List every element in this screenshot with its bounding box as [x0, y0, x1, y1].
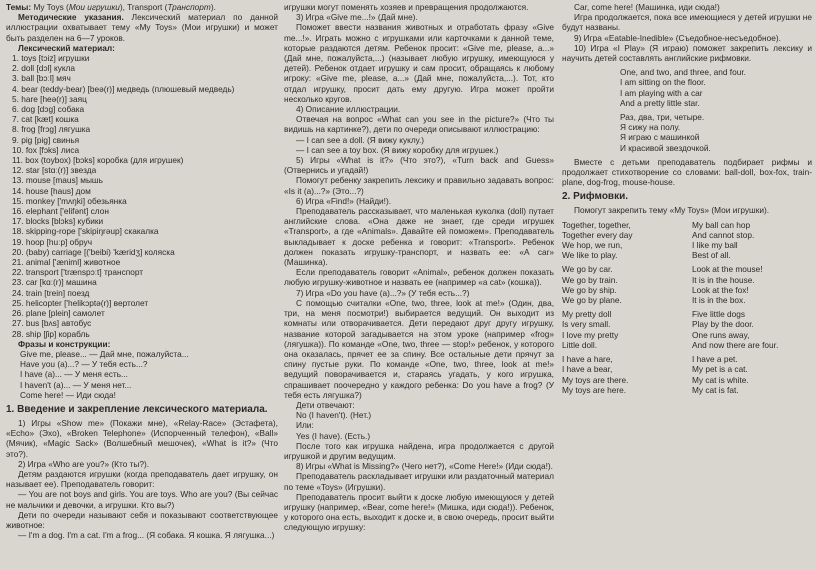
paragraph: Помогут закрепить тему «My Toys» (Мои игрушки). [574, 205, 770, 216]
paragraph: 2) Игра «Who are you?» (Кто ты?). [18, 458, 150, 469]
phrase-item: Have you (a)...? — У тебя есть...? [20, 359, 148, 370]
paragraph: 8) Игры «What is Missing?» (Чего нет?), «Come Here!» (Иди сюда!). [296, 461, 553, 472]
vocab-item: 13. mouse [maus] мышь [12, 175, 103, 186]
vocab-item: 12. star [stɑː(r)] звезда [12, 165, 97, 176]
paragraph: 10) Игра «I Play» (Я играю) поможет закрепить лексику и научить детей составлять английские рифмовки. [562, 42, 812, 64]
paragraph: Преподаватель рассказывает, что маленькая куколка (doll) путает английские слова. «Она даже не знает, где среди игрушек «Transport», а где «Animals». Давайте ей поможем». Преподаватель выкладывает к доске ребенка и говорит: «Transport». Ребенок должен показать игрушку-транспорт, и назвать ее: «A car» (Машинка). [284, 206, 554, 268]
vocab-item: 10. fox [fɔks] лиса [12, 144, 80, 155]
rhyme-line: I like my ball [692, 240, 738, 251]
vocab-item: 19. hoop [huːp] обруч [12, 236, 93, 247]
vocab-item: 20. (baby) carriage [('beibi) 'kæridʒ] коляска [12, 246, 175, 257]
paragraph: 7) Игра «Do you have (a)...?» (У тебя есть...?) [296, 287, 470, 298]
paragraph: Если преподаватель говорит «Animal», ребенок должен показать любую игрушку-животное и назвать ее (например «a cat» (кошка)). [284, 267, 554, 288]
rhyme-line: We go by car. [562, 264, 613, 275]
rhyme-line: My cat is fat. [692, 384, 739, 395]
vocab-list [6, 53, 278, 339]
rhyme-line: I have a bear, [562, 364, 613, 375]
vocab-item: 4. bear (teddy-bear) [beə(r)] медведь (плюшевый медведь) [12, 83, 235, 94]
rhyme-line: Together every day [562, 229, 633, 240]
rhyme-line: Together, together, [562, 219, 631, 230]
paragraph: С помощью считалки «One, two, three, look at me!» (Один, два, три, на меня посмотри!) выбирается ведущий. Он выходит из комнаты или отворачивается. Дети передают друг другу игрушку, название которой загадывается на этом уроке (например «frog» (лягушка)). По команде «One, two, three — stop!» ребенок, у которого она оказалась, прячет ее за спину. Все остальные дети прячут за спину пустые руки. По команде «One, two, three, look at me!» ведущий поворачивается и, стараясь угадать, у кого игрушка, спрашивает поочередно у каждого ребенка: Do you have a frog? (У тебя есть лягушка?) [284, 297, 554, 400]
paragraph: Помогут ребенку закрепить лексику и правильно задавать вопрос: «Is it (a)...?» (Это...?) [284, 175, 554, 196]
paragraph: Поможет ввести названия животных и отработать фразу «Give me...!». Играть можно с игрушками или карточками к данной теме, которые раздаются детям. Ребенок просит: «Give me, please, a...» (Дай мне, пожалуйста,...) (называет любую игрушку, имеющуюся у детей). Ребенок отдает игрушку и сам просит, обращаясь к любому игроку: «Give me, please, a...» (Дай мне, пожалуйста,...). Тот, кто отдал игрушку, просит дать ему другую. Игра может пройти несколько кругов. [284, 22, 554, 104]
paragraph: игрушки могут поменять хозяев и превращения продолжаются. [284, 2, 529, 12]
phrases-heading: Фразы и конструкции: [18, 338, 111, 349]
paragraph: — I'm a dog. I'm a cat. I'm a frog... (Я собака. Я кошка. Я лягушка...) [18, 530, 275, 541]
rhyme-line: We like to play. [562, 250, 618, 261]
paragraph: Дети отвечают: [296, 399, 355, 410]
paragraph: Отвечая на вопрос «What can you see in the picture?» (Что ты видишь на картинке?), дети по очереди описывают иллюстрацию: [284, 114, 554, 135]
vocab-item: 22. transport ['trænspɔːt] транспорт [12, 267, 144, 278]
vocab-item: 17. blocks [blɔks] кубики [12, 216, 104, 227]
vocab-item: 2. doll [dɔl] кукла [12, 63, 76, 74]
vocab-item: 23. car [kɑː(r)] машина [12, 277, 97, 288]
vocab-item: 14. house [haus] дом [12, 185, 91, 196]
paragraph: Car, come here! (Машинка, иди сюда!) [574, 2, 720, 12]
vocab-item: 3. ball [bɔːl] мяч [12, 73, 71, 84]
poem-line: One, and two, and three, and four. [620, 67, 746, 78]
vocab-item: 25. helicopter ['helikɔptə(r)] вертолет [12, 297, 149, 308]
phrase-item: I have (a)... — У меня есть... [20, 369, 128, 380]
rhyme-line: We go by plane. [562, 295, 622, 306]
rhyme-line: My ball can hop [692, 219, 751, 230]
rhyme-line: We go by ship. [562, 284, 617, 295]
rhyme-line: We go by train. [562, 274, 618, 285]
paragraph: После того как игрушка найдена, игра продолжается с другой игрушкой и другим ведущим. [284, 440, 554, 461]
poem-russian [562, 112, 812, 153]
phrase-item: Give me, please... — Дай мне, пожалуйста... [20, 348, 189, 359]
paragraph: 3) Игра «Give me...!» (Дай мне). [296, 12, 418, 23]
paragraph: 5) Игры «What is it?» (Что это?), «Turn back and Guess» (Отвернись и угадай!) [284, 155, 554, 176]
paragraph: Вместе с детьми преподаватель подбирает рифмы и продолжает стихотворение со словами: ball-doll, box-fox, train-plane, dog-frog, mouse-house. [562, 156, 812, 188]
poem-line: Раз, два, три, четыре. [620, 112, 705, 123]
phrase-item: I haven't (a)... — У меня нет... [20, 379, 132, 390]
vocab-item: 27. bus [bʌs] автобус [12, 318, 92, 329]
vocab-item: 28. ship [ʃip] корабль [12, 328, 90, 339]
vocab-item: 21. animal ['æniml] животное [12, 257, 121, 268]
column-middle [284, 2, 554, 533]
topics-line: Темы: My Toys (Мои игрушки), Transport (Транспорт). [6, 2, 216, 12]
rhyme-line: Is very small. [562, 319, 611, 330]
vocab-item: 26. plane [plein] самолет [12, 308, 105, 319]
paragraph: Преподаватель просит выйти к доске любую имеющуюся у детей игрушку (например, «Bear, come here!» (Мишка, иди сюда!)). Ребенок, у которого она есть, выходит к доске и, в свою очередь, просит выйти следующую игрушку: [284, 491, 554, 533]
poem-line: Я сижу на полу. [620, 122, 681, 133]
column-right [562, 2, 812, 395]
paragraph: Yes (I have). (Есть.) [296, 430, 371, 441]
vocab-item: 18. skipping-rope ['skipiŋrəup] скакалка [12, 226, 159, 237]
poem-line: I am sitting on the floor. [620, 77, 706, 88]
column-left [6, 2, 278, 540]
rhyme-line: One runs away, [692, 329, 750, 340]
rhyme-line: Look at the fox! [692, 284, 749, 295]
rhyme-line: I have a hare, [562, 354, 613, 365]
rhyme-line: Little doll. [562, 339, 598, 350]
rhymes-grid [562, 220, 812, 395]
vocab-item: 24. train [trein] поезд [12, 287, 90, 298]
rhyme-line: My toys are here. [562, 384, 627, 395]
rhyme-line: We hop, we run, [562, 240, 623, 251]
rhyme-line: My cat is white. [692, 374, 749, 385]
paragraph: 1) Игры «Show me» (Покажи мне), «Relay-Race» (Эстафета), «Echo» (Эхо), «Broken Telephone» (Испорченный телефон), «Ball» (Мячик), «Magic Sack» (Волшебный мешочек), «What is it?» (Что это?). [6, 417, 278, 459]
poem-line: И красивой звездочкой. [620, 142, 711, 153]
section-heading-1: 1. Введение и закрепление лексического материала. [6, 403, 268, 415]
poem-english [562, 67, 812, 108]
rhyme-line: My toys are there. [562, 374, 629, 385]
paragraph: — I can see a doll. (Я вижу куклу.) [296, 134, 425, 145]
vocab-item: 1. toys [tɔiz] игрушки [12, 53, 90, 64]
rhyme-line: Best of all. [692, 250, 731, 261]
rhyme-line: Five little dogs [692, 309, 746, 320]
vocab-item: 16. elephant ['elifənt] слон [12, 206, 109, 217]
rhyme-line: And now there are four. [692, 339, 779, 350]
paragraph: Игра продолжается, пока все имеющиеся у детей игрушки не будут названы. [562, 12, 812, 33]
section-heading-2: 2. Рифмовки. [562, 191, 629, 203]
rhyme-line: Play by the door. [692, 319, 754, 330]
method-notes: Методические указания. Лексический материал по данной иллюстрации охватывает тему «My Toys» (Мои игрушки) и может быть разделен на 6—7 уроков. [6, 12, 278, 43]
rhyme-line: I have a pet. [692, 354, 738, 365]
paragraph: — You are not boys and girls. You are toys. Who are you? (Вы сейчас не мальчики и девочки, а игрушки. Кто вы?) [6, 489, 278, 510]
phrases-list [6, 349, 278, 400]
vocab-item: 15. monkey ['mʌŋki] обезьянка [12, 195, 127, 206]
poem-line: Я играю с машинкой [620, 132, 700, 143]
rhyme-line: My pet is a cat. [692, 364, 748, 375]
paragraph: 6) Игра «Find!» (Найди!). [296, 195, 392, 206]
rhyme-line: My pretty doll [562, 309, 612, 320]
paragraph: Детям раздаются игрушки (когда преподаватель дает игрушку, он называет ее). Преподаватель говорит: [6, 468, 278, 490]
paragraph: — I can see a toy box. (Я вижу коробку для игрушек.) [296, 144, 499, 155]
vocab-item: 8. frog [frɔg] лягушка [12, 124, 91, 135]
rhyme-line: I love my pretty [562, 329, 619, 340]
rhyme-line: It is in the box. [692, 295, 746, 306]
vocab-item: 11. box (toybox) [bɔks] коробка (для игрушек) [12, 155, 184, 166]
paragraph: Дети по очереди называют себя и показывают соответствующее животное: [6, 509, 278, 530]
vocab-heading: Лексический материал: [18, 42, 115, 53]
phrase-item: Come here! — Иди сюда! [20, 389, 116, 400]
paragraph: Или: [296, 420, 314, 431]
vocab-item: 7. cat [kæt] кошка [12, 114, 79, 125]
paragraph: 4) Описание иллюстрации. [296, 104, 401, 115]
vocab-item: 9. pig [pig] свинья [12, 134, 80, 145]
poem-line: I am playing with a car [620, 87, 703, 98]
poem-line: And a pretty little star. [620, 97, 700, 108]
paragraph: No (I haven't). (Нет.) [296, 410, 372, 421]
rhyme-line: And cannot stop. [692, 229, 755, 240]
vocab-item: 5. hare [heə(r)] заяц [12, 93, 87, 104]
paragraph: 9) Игра «Eatable-Inedible» (Съедобное-несъедобное). [574, 32, 781, 43]
rhyme-line: It is in the house. [692, 274, 755, 285]
paragraph: Преподаватель раскладывает игрушки или раздаточный материал по теме «Toys» (Игрушки). [284, 471, 554, 492]
vocab-item: 6. dog [dɔg] собака [12, 104, 85, 115]
rhyme-line: Look at the mouse! [692, 264, 763, 275]
